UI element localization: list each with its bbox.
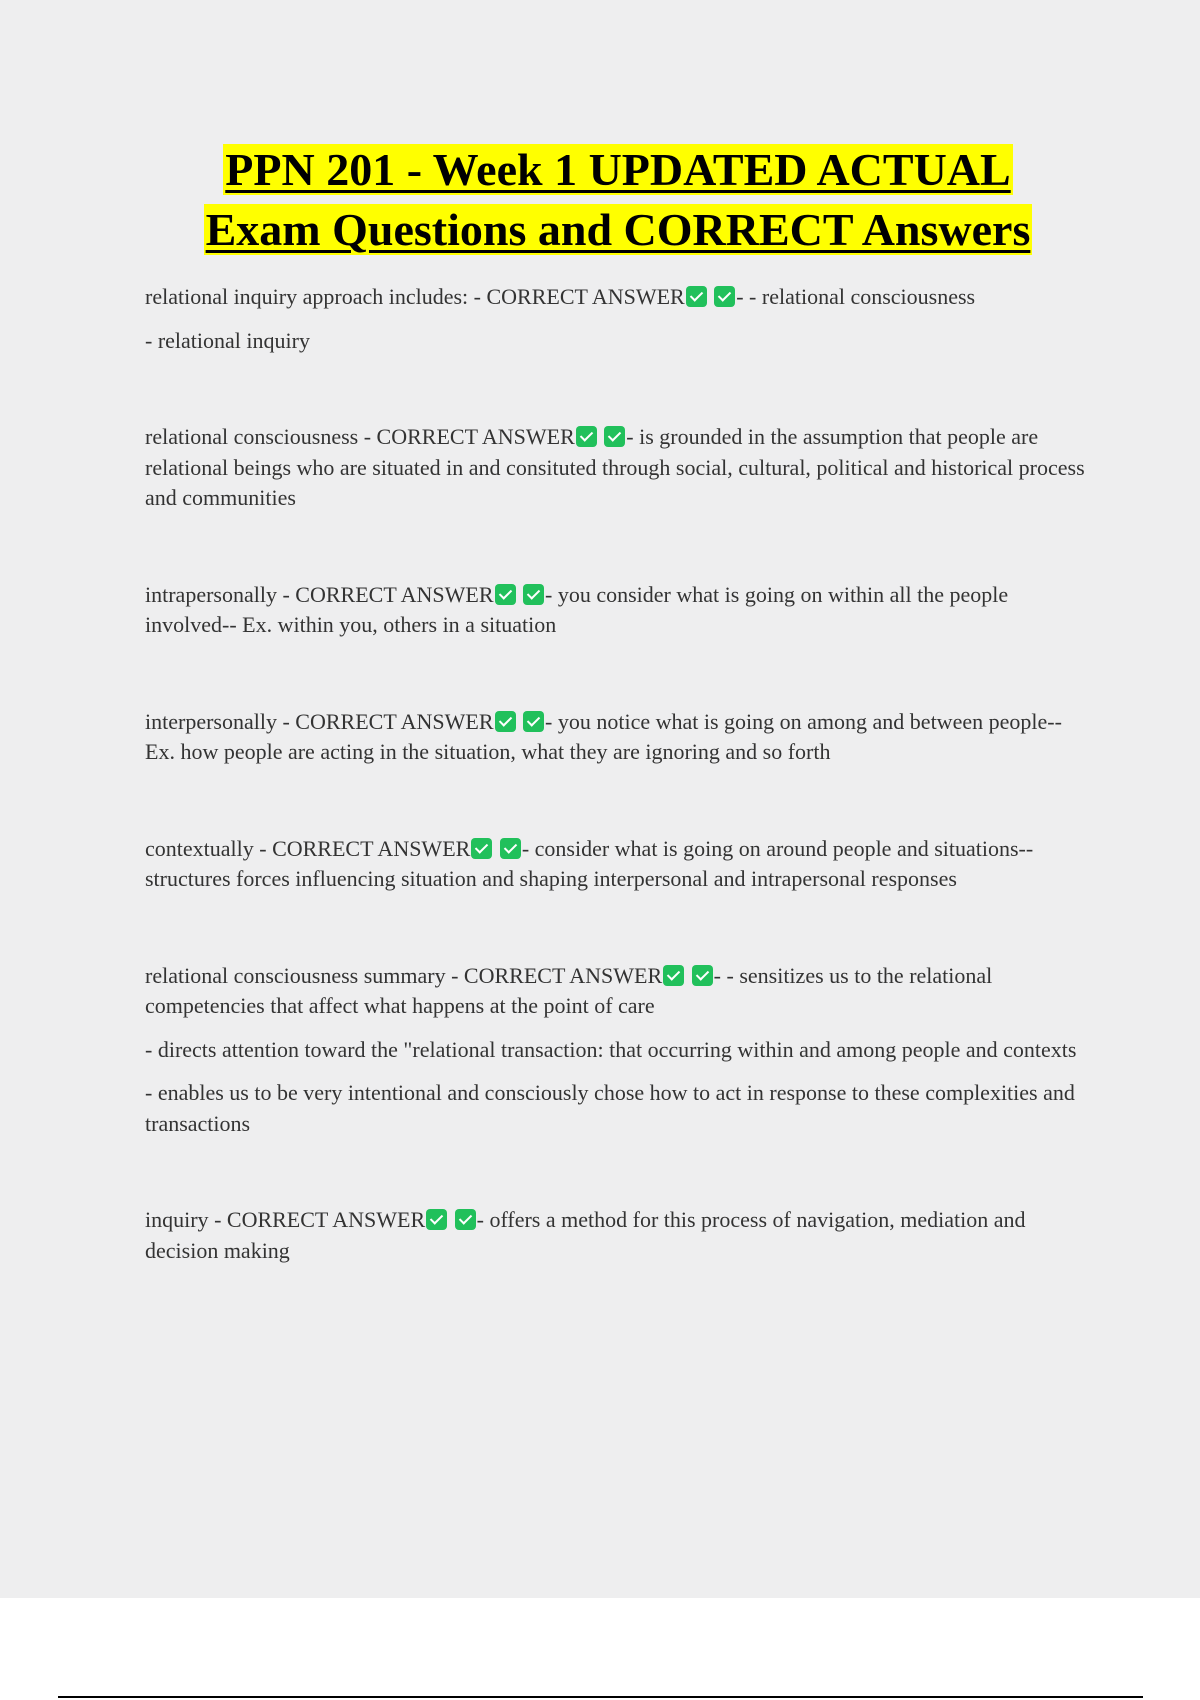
checkmark-icon <box>426 1209 447 1230</box>
qa-item <box>145 282 1095 356</box>
question-term: contextually <box>145 835 254 861</box>
answer-text: - offers a method for this process of navigation, mediation and decision making <box>145 1207 1026 1263</box>
answer-text: - you notice what is going on among and between people-- Ex. how people are acting in the situation, what they are ignoring and so forth <box>145 708 1062 764</box>
checkmark-icon <box>455 1209 476 1230</box>
checkmark-icon <box>500 838 521 859</box>
checkmark-icon <box>714 286 735 307</box>
checkmark-icon <box>663 965 684 986</box>
qa-item <box>145 707 1095 768</box>
qa-list <box>145 282 1095 1266</box>
correct-answer-label: - CORRECT ANSWER <box>276 708 494 734</box>
correct-answer-label: - CORRECT ANSWER <box>276 581 494 607</box>
question-term: intrapersonally <box>145 581 277 607</box>
correct-answer-label: - CORRECT ANSWER <box>253 835 471 861</box>
title-line-1: PPN 201 - Week 1 UPDATED ACTUAL <box>225 144 1011 195</box>
document-title <box>0 140 1200 260</box>
title-line-2: Exam Questions and CORRECT Answers <box>205 204 1031 255</box>
checkmark-icon <box>523 584 544 605</box>
correct-answer-label: - CORRECT ANSWER <box>208 1207 426 1232</box>
question-term: relational inquiry approach includes: <box>145 284 469 309</box>
checkmark-icon <box>604 426 625 447</box>
qa-question-answer <box>145 834 1095 895</box>
qa-question-answer <box>145 580 1095 641</box>
checkmark-icon <box>471 838 492 859</box>
answer-continuation: - relational inquiry <box>145 327 310 353</box>
question-term: interpersonally <box>145 708 277 734</box>
question-term: relational consciousness summary <box>145 962 446 988</box>
correct-answer-label: - CORRECT ANSWER <box>468 284 685 309</box>
answer-text: - consider what is going on around people and situations-- structures forces influencing situation and shaping interpersonal and intrapersonal responses <box>145 835 1034 891</box>
qa-question-answer <box>145 1205 1095 1266</box>
answer-continuation: - directs attention toward the "relational transaction: that occurring within and among people and contexts <box>145 1036 1077 1062</box>
qa-item <box>145 834 1095 895</box>
correct-answer-label: - CORRECT ANSWER <box>445 962 663 988</box>
checkmark-icon <box>523 711 544 732</box>
qa-item <box>145 422 1095 514</box>
checkmark-icon <box>692 965 713 986</box>
question-term: inquiry <box>145 1207 209 1232</box>
qa-question-answer <box>145 707 1095 768</box>
qa-question-answer <box>145 422 1095 514</box>
qa-item <box>145 961 1095 1140</box>
correct-answer-label: - CORRECT ANSWER <box>358 424 575 449</box>
answer-text: - - relational consciousness <box>736 284 976 309</box>
answer-text: - - sensitizes us to the relational competencies that affect what happens at the point of care <box>145 962 993 1018</box>
answer-text: - is grounded in the assumption that people are relational beings who are situated in and consituted through social, cultural, political and historical process and communities <box>145 424 1085 510</box>
answer-continuation: - enables us to be very intentional and consciously chose how to act in response to these complexities and transactions <box>145 1080 1075 1136</box>
checkmark-icon <box>686 286 707 307</box>
checkmark-icon <box>576 426 597 447</box>
checkmark-icon <box>495 711 516 732</box>
checkmark-icon <box>495 584 516 605</box>
answer-text: - you consider what is going on within all the people involved-- Ex. within you, others in a situation <box>145 581 1009 637</box>
qa-item <box>145 1205 1095 1266</box>
qa-item <box>145 580 1095 641</box>
question-term: relational consciousness <box>145 424 359 449</box>
footer-divider <box>58 1696 1143 1698</box>
qa-question-answer <box>145 961 1095 1022</box>
qa-question-answer <box>145 282 1095 313</box>
